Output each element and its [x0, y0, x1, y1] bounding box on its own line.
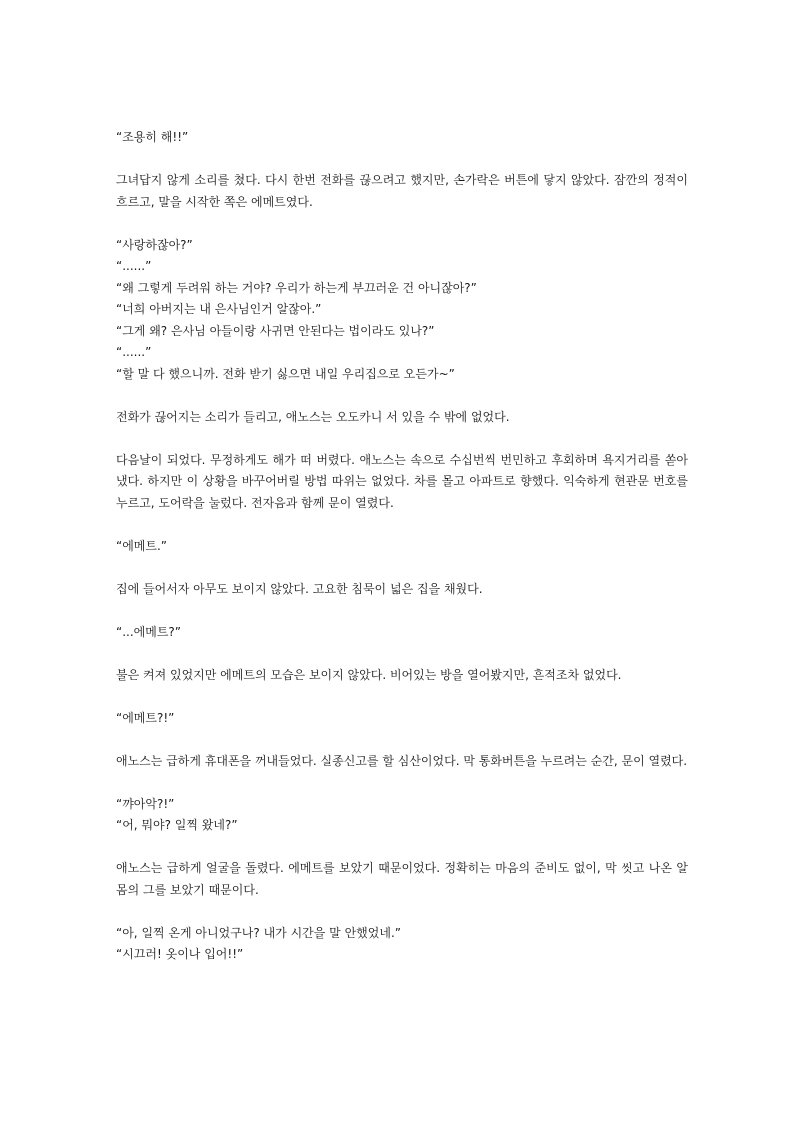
dialogue-line: “에메트.”	[116, 538, 168, 553]
dialogue-line: “할 말 다 했으니까. 전화 받기 싫으면 내일 우리집으로 오든가~”	[116, 366, 455, 381]
paragraph: 다음날이 되었다. 무정하게도 해가 떠 버렸다. 애노스는 속으로 수십번씩 번민하고 후회하며 욕지거리를 쏟아냈다. 하지만 이 상황을 바꾸어버릴 방법 따위는 없었다. 차를 몰고 아파트로 향했다. 익숙하게 현관문 번호를 누르고, 도어락을 눌렀다. 전자음과 함께 문이 열렸다.	[116, 452, 688, 510]
paragraph: 불은 켜져 있었지만 에메트의 모습은 보이지 않았다. 비어있는 방을 열어봤지만, 흔적조차 없었다.	[116, 667, 622, 682]
paragraph: 애노스는 급하게 휴대폰을 꺼내들었다. 실종신고를 할 심산이었다. 막 통화버튼을 누르려는 순간, 문이 열렸다.	[116, 753, 688, 768]
dialogue-block	[116, 708, 688, 730]
dialogue-line: “사랑하잖아?”	[116, 237, 193, 252]
dialogue-block	[116, 622, 688, 644]
dialogue-block	[116, 235, 688, 386]
paragraph: 전화가 끊어지는 소리가 들리고, 애노스는 오도카니 서 있을 수 밖에 없었다.	[116, 409, 510, 424]
dialogue-line: “에메트?!”	[116, 710, 175, 725]
document-page	[116, 127, 688, 987]
dialogue-line: “......”	[116, 345, 152, 359]
dialogue-line: “조용히 해!!”	[116, 130, 189, 144]
dialogue-block	[116, 127, 688, 149]
paragraph: 집에 들어서자 아무도 보이지 않았다. 고요한 침묵이 넓은 집을 채웠다.	[116, 581, 483, 596]
dialogue-block	[116, 536, 688, 558]
dialogue-line: “시끄러! 옷이나 입어!!”	[116, 947, 244, 961]
dialogue-line: “그게 왜? 은사님 아들이랑 사귀면 안된다는 법이라도 있나?”	[116, 323, 435, 338]
dialogue-line: “어, 뭐야? 일찍 왔네?”	[116, 818, 238, 832]
dialogue-line: “아, 일찍 온게 아니었구나? 내가 시간을 말 안했었네.”	[116, 925, 401, 940]
dialogue-line: “꺄아악?!”	[116, 796, 175, 811]
dialogue-block	[116, 923, 688, 966]
paragraph: 애노스는 급하게 얼굴을 돌렸다. 에메트를 보았기 때문이었다. 정확히는 마음의 준비도 없이, 막 씻고 나온 알몸의 그를 보았기 때문이다.	[116, 861, 688, 897]
dialogue-line: “왜 그렇게 두려워 하는 거야? 우리가 하는게 부끄러운 건 아니잖아?”	[116, 280, 477, 295]
dialogue-line: “...에메트?”	[116, 624, 182, 639]
paragraph: 그녀답지 않게 소리를 쳤다. 다시 한번 전화를 끊으려고 했지만, 손가락은 버튼에 닿지 않았다. 잠깐의 정적이 흐르고, 말을 시작한 쪽은 에메트였다.	[116, 173, 688, 209]
dialogue-line: “너희 아버지는 내 은사님인거 알잖아.”	[116, 302, 322, 316]
dialogue-block	[116, 794, 688, 837]
dialogue-line: “......”	[116, 259, 152, 273]
